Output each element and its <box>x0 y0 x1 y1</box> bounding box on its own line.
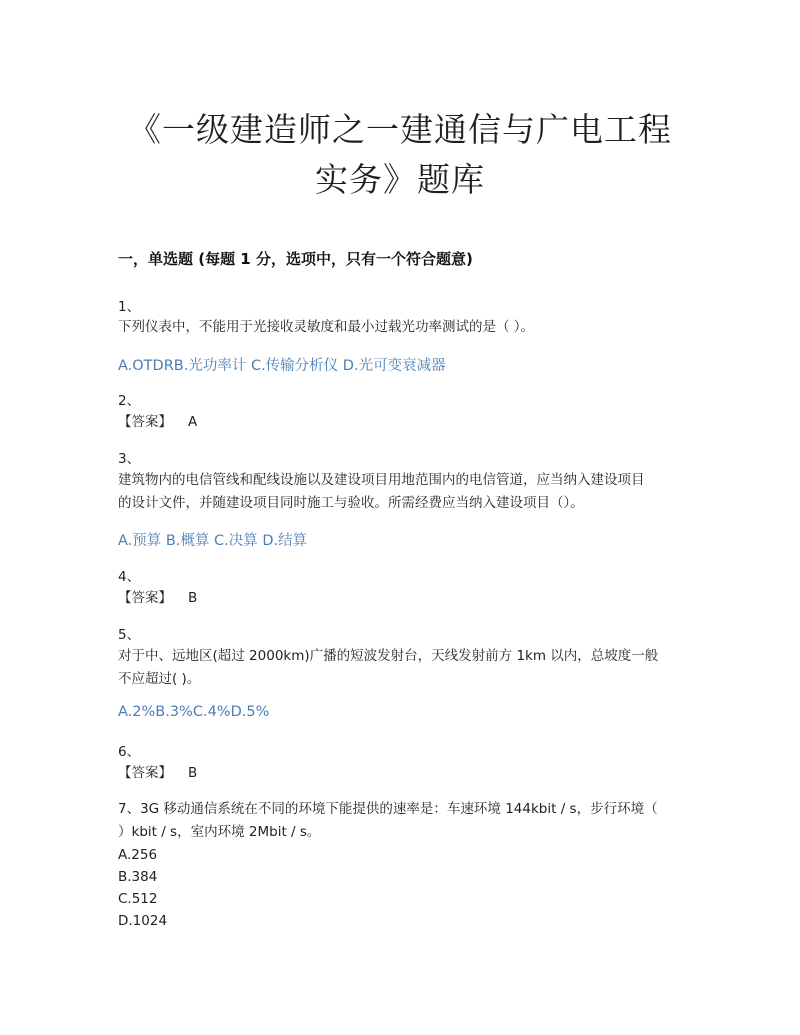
answer-value: B <box>188 590 198 606</box>
question-6-number: 6、 <box>118 744 141 760</box>
question-1-options: A.OTDRB.光功率计 C.传输分析仪 D.光可变衰减器 <box>118 358 446 374</box>
question-3-number: 3、 <box>118 451 141 467</box>
answer-value: A <box>188 414 198 430</box>
question-3-text-line-2: 的设计文件，并随建设项目同时施工与验收。所需经费应当纳入建设项目（）。 <box>118 495 584 511</box>
question-7-option-b: B.384 <box>118 869 158 885</box>
question-4-answer-row <box>118 587 197 609</box>
question-2-number: 2、 <box>118 393 141 409</box>
answer-label: 【答案】 <box>118 590 172 606</box>
question-5-text-line-2: 不应超过( )。 <box>118 671 201 687</box>
answer-value: B <box>188 765 198 781</box>
question-5-number: 5、 <box>118 627 141 643</box>
document-title-line-2: 实务》题库 <box>315 160 485 199</box>
question-7-option-a: A.256 <box>118 847 158 863</box>
question-2-answer-row <box>118 411 197 433</box>
question-7-option-c: C.512 <box>118 891 158 907</box>
question-7-text-line-1: 7、3G 移动通信系统在不同的环境下能提供的速率是：车速环境 144kbit / s，步行环境（ <box>118 801 658 817</box>
document-title-line-1: 《一级建造师之一建通信与广电工程 <box>128 110 672 149</box>
question-1-number: 1、 <box>118 299 141 315</box>
question-6-answer-row <box>118 762 197 784</box>
question-7-option-d: D.1024 <box>118 913 168 929</box>
question-5-text-line-1: 对于中、远地区(超过 2000km)广播的短波发射台，天线发射前方 1km 以内，总坡度一般 <box>118 648 659 664</box>
question-3-options: A.预算 B.概算 C.决算 D.结算 <box>118 533 308 549</box>
answer-label: 【答案】 <box>118 765 172 781</box>
answer-label: 【答案】 <box>118 414 172 430</box>
section-heading: 一，单选题 (每题 1 分，选项中，只有一个符合题意) <box>118 250 473 268</box>
question-3-text-line-1: 建筑物内的电信管线和配线设施以及建设项目用地范围内的电信管道，应当纳入建设项目 <box>118 472 645 488</box>
question-1-text: 下列仪表中，不能用于光接收灵敏度和最小过载光功率测试的是（ ）。 <box>118 319 535 335</box>
question-7-text-line-2: ）kbit / s，室内环境 2Mbit / s。 <box>118 824 321 840</box>
question-5-options: A.2%B.3%C.4%D.5% <box>118 704 270 720</box>
question-4-number: 4、 <box>118 569 141 585</box>
